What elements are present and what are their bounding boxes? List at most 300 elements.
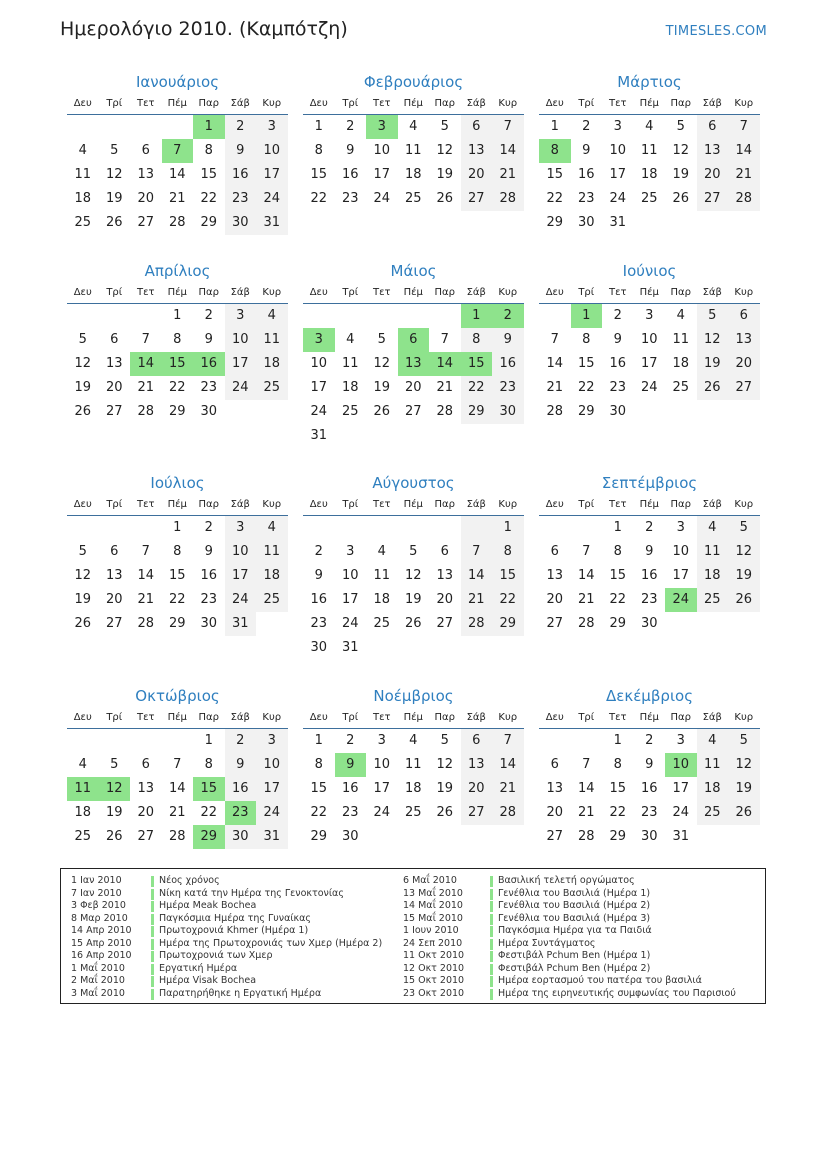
holiday-row (71, 888, 401, 901)
day-cell-empty (303, 516, 335, 540)
holiday-row (71, 963, 401, 976)
holiday-marker (151, 951, 154, 962)
day-cell: 4 (645, 119, 654, 134)
day-grid (539, 304, 760, 424)
day-cell: 1 (173, 520, 182, 535)
day-cell: 1 (204, 733, 213, 748)
day-grid (303, 729, 524, 849)
day-cell: 19 (105, 805, 123, 820)
weekday-label: Σάβ (702, 712, 722, 723)
day-cell: 30 (200, 404, 218, 419)
holiday-marker (490, 876, 493, 887)
day-cell: 9 (645, 757, 654, 772)
day-cell: 7 (550, 332, 559, 347)
day-cell: 14 (168, 167, 186, 182)
day-grid (539, 516, 760, 636)
day-grid (303, 115, 524, 211)
day-cell: 28 (137, 616, 155, 631)
weekday-label: Τρί (342, 287, 359, 298)
holiday-date: 15 Μαΐ 2010 (403, 912, 463, 924)
day-cell: 20 (436, 592, 454, 607)
day-cell: 21 (137, 592, 155, 607)
day-cell: 20 (546, 592, 564, 607)
day-cell: 14 (577, 781, 595, 796)
weekday-label: Κυρ (262, 98, 282, 109)
day-cell: 7 (141, 544, 150, 559)
brand-link[interactable]: TIMESLES.COM (665, 24, 767, 39)
day-cell: 12 (404, 568, 422, 583)
day-cell-empty (130, 729, 162, 753)
holiday-name: Πρωτοχρονιά των Χμερ (159, 950, 273, 961)
day-cell: 4 (697, 729, 729, 753)
holiday-day-cell: 6 (398, 328, 430, 352)
day-cell: 12 (373, 356, 391, 371)
day-cell: 20 (105, 592, 123, 607)
day-cell: 20 (461, 777, 493, 801)
holiday-row (403, 875, 763, 888)
day-cell: 25 (256, 376, 288, 400)
day-cell-empty (67, 729, 99, 753)
day-cell: 9 (314, 568, 323, 583)
day-cell: 3 (346, 544, 355, 559)
holiday-name: Ημέρα εορτασμού του πατέρα του βασιλιά (498, 975, 702, 986)
holiday-day-cell: 10 (665, 753, 697, 777)
weekday-label: Κυρ (498, 98, 518, 109)
day-cell: 28 (436, 404, 454, 419)
day-cell: 23 (341, 191, 359, 206)
day-cell: 18 (74, 191, 92, 206)
day-cell: 16 (640, 568, 658, 583)
day-cell-empty (130, 304, 162, 328)
holiday-marker (490, 926, 493, 937)
day-cell-empty (303, 304, 335, 328)
day-cell-empty (130, 115, 162, 139)
weekday-label: Πέμ (167, 98, 187, 109)
weekday-label: Σάβ (230, 712, 250, 723)
holiday-row (71, 988, 401, 1001)
weekday-label: Παρ (198, 98, 219, 109)
day-cell: 21 (168, 805, 186, 820)
weekday-label: Παρ (198, 499, 219, 510)
day-cell: 4 (78, 757, 87, 772)
day-cell-empty (335, 516, 367, 540)
day-cell: 28 (577, 829, 595, 844)
day-cell: 10 (225, 328, 257, 352)
holiday-row (403, 938, 763, 951)
month-name: Απρίλιος (144, 262, 211, 280)
holiday-date: 24 Σεπ 2010 (403, 937, 463, 949)
holiday-day-cell: 24 (665, 588, 697, 612)
day-cell: 18 (74, 805, 92, 820)
day-cell: 11 (373, 568, 391, 583)
day-cell: 22 (546, 191, 564, 206)
holiday-date: 7 Ιαν 2010 (71, 887, 122, 899)
holiday-row (403, 900, 763, 913)
weekday-label: Τρί (106, 98, 123, 109)
day-cell: 30 (609, 404, 627, 419)
day-cell-empty (398, 304, 430, 328)
holiday-date: 14 Απρ 2010 (71, 925, 132, 936)
day-cell: 27 (461, 801, 493, 825)
day-cell: 2 (346, 733, 355, 748)
holiday-day-cell: 1 (571, 304, 603, 328)
month-block (303, 686, 524, 849)
holiday-marker (151, 939, 154, 950)
day-cell-empty (398, 516, 430, 540)
holiday-date: 14 Μαΐ 2010 (403, 900, 463, 911)
day-cell-empty (366, 304, 398, 328)
day-cell: 28 (137, 404, 155, 419)
holiday-day-cell: 8 (539, 139, 571, 163)
day-cell: 3 (256, 729, 288, 753)
day-cell: 10 (256, 139, 288, 163)
weekday-label: Σάβ (230, 499, 250, 510)
day-cell: 27 (436, 616, 454, 631)
day-cell: 9 (346, 143, 355, 158)
day-cell: 18 (256, 564, 288, 588)
day-cell: 7 (173, 757, 182, 772)
day-cell: 2 (582, 119, 591, 134)
day-cell: 15 (577, 356, 595, 371)
day-cell: 19 (728, 777, 760, 801)
weekday-header (303, 285, 524, 301)
month-name: Ιανουάριος (135, 73, 219, 91)
weekday-label: Παρ (434, 98, 455, 109)
day-cell: 18 (404, 781, 422, 796)
holiday-name: Ημέρα Visak Bochea (159, 975, 257, 986)
day-cell: 2 (645, 520, 654, 535)
day-cell: 3 (377, 733, 386, 748)
day-cell: 23 (640, 592, 658, 607)
weekday-header (539, 710, 760, 726)
day-cell: 11 (697, 753, 729, 777)
day-cell: 17 (373, 781, 391, 796)
holiday-name: Νίκη κατά την Ημέρα της Γενοκτονίας (159, 887, 344, 899)
month-block (67, 473, 288, 636)
day-cell: 21 (492, 163, 524, 187)
holiday-date: 11 Οκτ 2010 (403, 950, 465, 961)
day-cell: 27 (137, 215, 155, 230)
page-title: Ημερολόγιο 2010. (Καμπότζη) (60, 18, 348, 40)
weekday-label: Δευ (309, 98, 328, 109)
holiday-marker (151, 926, 154, 937)
day-cell: 4 (78, 143, 87, 158)
day-cell: 16 (341, 167, 359, 182)
holiday-day-cell: 7 (162, 139, 194, 163)
holiday-marker (151, 876, 154, 887)
day-cell: 5 (728, 516, 760, 540)
day-cell: 7 (582, 757, 591, 772)
day-cell: 19 (436, 781, 454, 796)
day-cell: 1 (173, 308, 182, 323)
holiday-marker (490, 964, 493, 975)
day-cell: 23 (609, 380, 627, 395)
holiday-row (403, 913, 763, 926)
holiday-name: Παγκόσμια Ημέρα της Γυναίκας (159, 912, 311, 924)
day-cell: 15 (609, 781, 627, 796)
weekday-header (67, 285, 288, 301)
weekday-label: Παρ (198, 287, 219, 298)
day-cell: 8 (613, 757, 622, 772)
day-cell: 20 (697, 163, 729, 187)
day-cell: 30 (640, 829, 658, 844)
holiday-day-cell: 12 (99, 777, 131, 801)
day-cell: 3 (676, 733, 685, 748)
holiday-name: Γενέθλια του Βασιλιά (Ημέρα 2) (498, 900, 651, 911)
holiday-date: 12 Οκτ 2010 (403, 962, 465, 974)
holiday-date: 1 Ιουν 2010 (403, 925, 459, 936)
holiday-row (71, 938, 401, 951)
day-cell: 25 (697, 588, 729, 612)
day-cell: 7 (141, 332, 150, 347)
month-name: Μάιος (390, 262, 437, 280)
day-cell: 10 (373, 143, 391, 158)
weekday-label: Παρ (670, 98, 691, 109)
day-cell: 17 (225, 564, 257, 588)
day-cell: 20 (728, 352, 760, 376)
weekday-label: Τετ (608, 98, 627, 109)
day-cell: 29 (310, 829, 328, 844)
day-cell: 25 (74, 829, 92, 844)
day-cell: 26 (373, 404, 391, 419)
day-cell: 16 (200, 568, 218, 583)
day-cell-empty (67, 516, 99, 540)
weekday-header (67, 96, 288, 112)
day-cell: 13 (105, 356, 123, 371)
weekday-label: Πέμ (403, 287, 423, 298)
month-name: Φεβρουάριος (363, 73, 464, 91)
day-cell: 2 (645, 733, 654, 748)
day-cell: 5 (440, 733, 449, 748)
day-cell: 22 (200, 805, 218, 820)
day-cell: 11 (672, 332, 690, 347)
day-cell: 5 (78, 544, 87, 559)
weekday-label: Κυρ (734, 287, 754, 298)
holiday-row (71, 900, 401, 913)
day-cell: 12 (105, 167, 123, 182)
weekday-label: Σάβ (230, 287, 250, 298)
day-cell: 17 (310, 380, 328, 395)
day-cell-empty (67, 304, 99, 328)
day-cell: 26 (404, 616, 422, 631)
month-block (303, 72, 524, 211)
holiday-day-cell: 16 (193, 352, 225, 376)
day-cell-empty (99, 115, 131, 139)
day-cell: 19 (105, 191, 123, 206)
month-name: Οκτώβριος (135, 687, 220, 705)
holiday-day-cell: 14 (429, 352, 461, 376)
day-cell: 9 (204, 332, 213, 347)
day-cell: 30 (200, 616, 218, 631)
day-cell: 11 (341, 356, 359, 371)
weekday-label: Πέμ (639, 712, 659, 723)
day-cell: 2 (613, 308, 622, 323)
weekday-label: Παρ (434, 287, 455, 298)
holiday-marker (490, 951, 493, 962)
day-cell: 29 (492, 612, 524, 636)
day-cell: 23 (200, 592, 218, 607)
day-cell: 28 (492, 187, 524, 211)
weekday-label: Δευ (309, 499, 328, 510)
day-cell: 1 (492, 516, 524, 540)
day-cell: 25 (256, 588, 288, 612)
month-name: Αύγουστος (372, 474, 455, 492)
day-cell: 15 (546, 167, 564, 182)
weekday-label: Κυρ (498, 712, 518, 723)
day-cell: 5 (728, 729, 760, 753)
day-cell: 11 (697, 540, 729, 564)
month-block (303, 261, 524, 448)
holiday-day-cell: 3 (303, 328, 335, 352)
weekday-label: Τρί (578, 98, 595, 109)
day-cell: 25 (404, 805, 422, 820)
day-cell: 3 (225, 516, 257, 540)
day-cell: 5 (110, 143, 119, 158)
day-cell: 26 (436, 805, 454, 820)
holiday-date: 6 Μαΐ 2010 (403, 875, 457, 886)
weekday-label: Σάβ (466, 98, 486, 109)
holiday-marker (151, 976, 154, 987)
day-cell: 15 (609, 568, 627, 583)
month-name: Νοέμβριος (373, 687, 454, 705)
holiday-row (403, 950, 763, 963)
holiday-marker (490, 939, 493, 950)
day-cell: 22 (200, 191, 218, 206)
day-cell: 22 (310, 191, 328, 206)
weekday-label: Τετ (136, 98, 155, 109)
day-cell: 3 (613, 119, 622, 134)
holiday-marker (151, 889, 154, 900)
day-grid (67, 304, 288, 424)
day-cell-empty (571, 729, 603, 753)
weekday-label: Κυρ (734, 98, 754, 109)
day-cell: 8 (461, 328, 493, 352)
holiday-row (403, 888, 763, 901)
day-cell: 13 (546, 568, 564, 583)
holiday-marker (151, 964, 154, 975)
holiday-column-1 (71, 875, 401, 1000)
day-cell: 26 (672, 191, 690, 206)
day-cell: 6 (550, 757, 559, 772)
day-cell: 20 (137, 805, 155, 820)
month-block (539, 261, 760, 424)
weekday-header (539, 285, 760, 301)
day-cell: 22 (492, 588, 524, 612)
day-cell: 7 (440, 332, 449, 347)
weekday-label: Παρ (198, 712, 219, 723)
day-cell: 27 (137, 829, 155, 844)
day-cell: 6 (697, 115, 729, 139)
day-cell: 12 (728, 540, 760, 564)
day-cell: 29 (577, 404, 595, 419)
day-cell: 8 (582, 332, 591, 347)
weekday-label: Παρ (434, 712, 455, 723)
day-cell: 16 (225, 777, 257, 801)
day-cell: 22 (461, 376, 493, 400)
day-cell: 25 (74, 215, 92, 230)
day-cell: 20 (105, 380, 123, 395)
day-cell: 11 (256, 328, 288, 352)
holiday-row (71, 913, 401, 926)
day-cell: 30 (577, 215, 595, 230)
day-cell: 19 (728, 564, 760, 588)
day-cell: 29 (609, 616, 627, 631)
day-cell: 27 (404, 404, 422, 419)
weekday-label: Δευ (545, 98, 564, 109)
weekday-label: Τετ (608, 712, 627, 723)
day-cell: 11 (640, 143, 658, 158)
day-cell: 28 (546, 404, 564, 419)
day-cell: 7 (728, 115, 760, 139)
day-cell: 6 (110, 332, 119, 347)
day-cell: 17 (672, 781, 690, 796)
day-cell: 28 (728, 187, 760, 211)
day-cell: 10 (640, 332, 658, 347)
weekday-label: Τρί (342, 712, 359, 723)
day-cell: 12 (672, 143, 690, 158)
day-cell: 19 (373, 380, 391, 395)
day-cell: 30 (640, 616, 658, 631)
day-cell: 7 (582, 544, 591, 559)
month-block (303, 473, 524, 660)
day-cell-empty (99, 516, 131, 540)
month-block (539, 72, 760, 235)
day-cell: 15 (310, 167, 328, 182)
day-cell: 6 (461, 115, 493, 139)
day-cell: 26 (105, 829, 123, 844)
weekday-label: Δευ (545, 499, 564, 510)
weekday-label: Πέμ (403, 712, 423, 723)
day-cell: 24 (225, 376, 257, 400)
weekday-label: Τρί (578, 287, 595, 298)
day-cell: 17 (640, 356, 658, 371)
day-cell-empty (429, 516, 461, 540)
day-cell: 15 (168, 568, 186, 583)
day-cell: 18 (640, 167, 658, 182)
day-cell-empty (162, 115, 194, 139)
day-cell: 31 (256, 211, 288, 235)
day-cell: 25 (697, 801, 729, 825)
day-grid (67, 729, 288, 849)
day-cell: 13 (546, 781, 564, 796)
holiday-name: Παγκόσμια Ημέρα για τα Παιδιά (498, 925, 652, 936)
holiday-marker (151, 901, 154, 912)
day-cell: 24 (640, 380, 658, 395)
holiday-date: 1 Μαΐ 2010 (71, 962, 125, 974)
day-cell: 9 (225, 139, 257, 163)
day-cell: 6 (141, 143, 150, 158)
day-cell: 29 (168, 404, 186, 419)
day-cell-empty (539, 304, 571, 328)
day-cell: 21 (137, 380, 155, 395)
day-cell: 13 (137, 167, 155, 182)
holiday-row (403, 963, 763, 976)
day-cell: 12 (74, 356, 92, 371)
day-cell: 4 (409, 733, 418, 748)
holiday-date: 2 Μαΐ 2010 (71, 975, 125, 986)
day-cell: 18 (697, 777, 729, 801)
day-cell: 29 (546, 215, 564, 230)
holiday-row (71, 975, 401, 988)
day-cell: 21 (577, 805, 595, 820)
day-cell: 4 (676, 308, 685, 323)
weekday-label: Κυρ (734, 712, 754, 723)
day-cell: 14 (546, 356, 564, 371)
holiday-name: Φεστιβάλ Pchum Ben (Ημέρα 1) (498, 950, 651, 961)
weekday-header (67, 497, 288, 513)
weekday-label: Δευ (73, 98, 92, 109)
weekday-label: Κυρ (498, 287, 518, 298)
